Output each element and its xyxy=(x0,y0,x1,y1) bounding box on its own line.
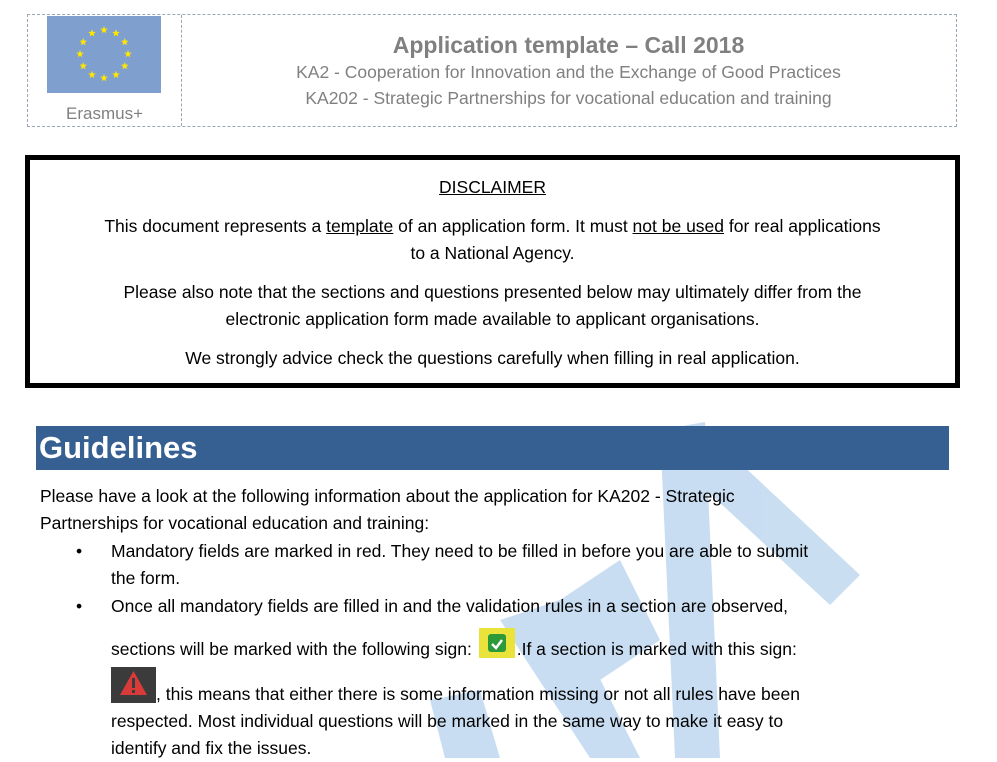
subtitle-ka202: KA202 - Strategic Partnerships for vocational education and training xyxy=(305,88,832,108)
bullet-icon: • xyxy=(76,596,83,616)
star-icon xyxy=(100,26,108,33)
star-icon xyxy=(88,71,96,78)
star-icon xyxy=(124,50,132,57)
text: Please also note that the sections and questions presented below may ultimately differ from the xyxy=(123,282,862,302)
disclaimer-paragraph-1 xyxy=(30,213,955,267)
text: electronic application form made available to applicant organisations. xyxy=(225,309,760,329)
subtitle-ka2: KA2 - Cooperation for Innovation and the Exchange of Good Practices xyxy=(296,62,841,82)
check-badge-icon xyxy=(479,628,515,658)
list-item xyxy=(40,538,940,592)
text: Once all mandatory fields are filled in and the validation rules in a section are observed, xyxy=(111,596,789,616)
erasmus-logo xyxy=(28,15,182,126)
guidelines-intro xyxy=(40,483,940,537)
star-icon xyxy=(76,50,84,57)
eu-flag-icon xyxy=(47,16,161,93)
text: respected. Most individual questions will be marked in the same way to make it easy to xyxy=(111,711,784,731)
section-title: Guidelines xyxy=(39,430,198,465)
warning-triangle-icon xyxy=(111,667,156,703)
disclaimer-box xyxy=(25,155,960,388)
text: .If a section is marked with this sign: xyxy=(516,639,797,659)
text: This document represents a xyxy=(104,216,327,236)
star-icon xyxy=(79,38,87,45)
text: identify and fix the issues. xyxy=(111,738,312,758)
text: of an application form. It must xyxy=(393,216,633,236)
disclaimer-heading: DISCLAIMER xyxy=(439,177,546,197)
bullet-icon: • xyxy=(76,541,83,561)
underlined-text: template xyxy=(326,216,394,236)
text: for real applications xyxy=(724,216,881,236)
page-title: Application template – Call 2018 xyxy=(392,32,745,58)
header-titles xyxy=(181,15,956,111)
underlined-text: not be used xyxy=(632,216,725,236)
text: Mandatory fields are marked in red. They need to be filled in before you are able to submit xyxy=(111,541,809,561)
line xyxy=(111,667,800,708)
star-icon xyxy=(121,38,129,45)
guidelines-body xyxy=(40,483,940,762)
star-icon xyxy=(100,74,108,81)
disclaimer-paragraph-3: We strongly advice check the questions carefully when filling in real application. xyxy=(185,348,800,368)
logo-label: Erasmus+ xyxy=(66,104,143,123)
list-item xyxy=(40,593,940,762)
star-icon xyxy=(112,71,120,78)
star-icon xyxy=(88,29,96,36)
checkmark xyxy=(488,634,506,652)
text: , this means that either there is some information missing or not all rules have been xyxy=(156,684,800,704)
text: to a National Agency. xyxy=(410,243,575,263)
text: the form. xyxy=(111,568,181,588)
star-icon xyxy=(112,29,120,36)
document-header xyxy=(27,14,957,127)
text: Please have a look at the following information about the application for KA202 - Strategic xyxy=(40,486,735,506)
line xyxy=(111,628,797,663)
guidelines-heading-bar xyxy=(36,426,949,470)
star-icon xyxy=(121,62,129,69)
star-icon xyxy=(79,62,87,69)
text: Partnerships for vocational education and training: xyxy=(40,513,430,533)
disclaimer-paragraph-2 xyxy=(30,279,955,333)
text: sections will be marked with the following sign: xyxy=(111,639,477,659)
